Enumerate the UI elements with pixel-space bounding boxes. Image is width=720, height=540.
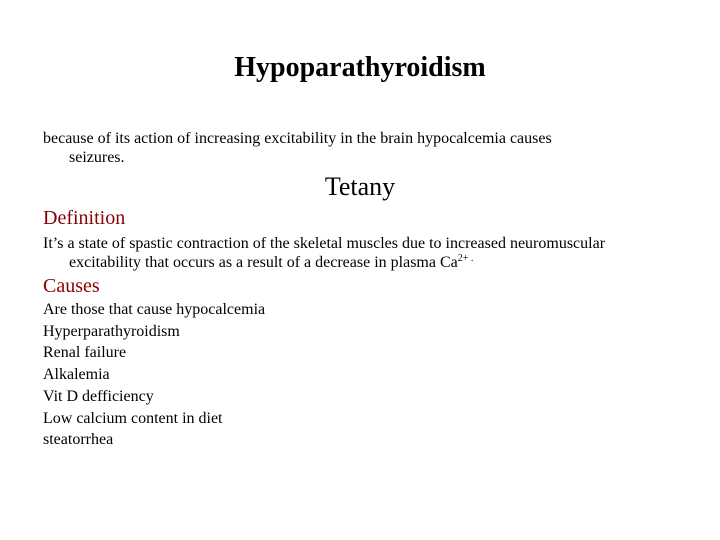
intro-paragraph [43, 129, 663, 167]
cause-item: Are those that cause hypocalcemia [43, 301, 266, 318]
intro-line: seizures. [69, 149, 125, 166]
definition-heading: Definition [43, 207, 126, 229]
subtitle-tetany [0, 172, 720, 202]
definition-line: It’s a state of spastic contraction of the skeletal muscles due to increased neuromuscular [43, 235, 606, 252]
slide-title: Hypoparathyroidism [234, 52, 486, 83]
cause-item: Low calcium content in diet [43, 409, 223, 427]
definition-line [43, 253, 703, 272]
calcium-charge-superscript: 2+ . [457, 253, 474, 264]
cause-item: Hyperparathyroidism [43, 322, 180, 340]
causes-list [43, 299, 265, 451]
definition-paragraph [43, 234, 703, 272]
definition-line-text: excitability that occurs as a result of a decrease in plasma Ca [69, 254, 458, 271]
cause-item: Alkalemia [43, 366, 110, 384]
causes-heading: Causes [43, 275, 100, 297]
cause-item: Vit D defficiency [43, 387, 154, 405]
cause-item: Renal failure [43, 344, 127, 362]
subtitle-text: Tetany [324, 172, 396, 201]
cause-item: steatorrhea [43, 431, 114, 449]
intro-line: because of its action of increasing excitability in the brain hypocalcemia causes [43, 130, 552, 147]
